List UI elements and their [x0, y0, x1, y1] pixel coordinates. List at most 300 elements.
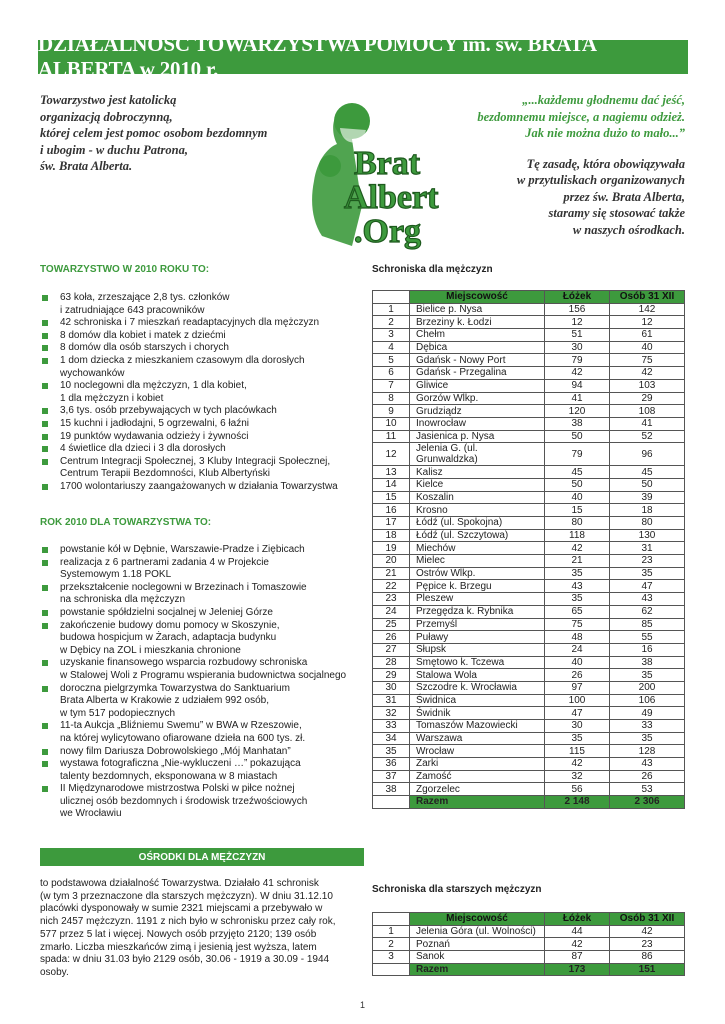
- table-cell: 85: [610, 618, 685, 631]
- table-cell: 52: [610, 430, 685, 443]
- table-row: [373, 430, 685, 443]
- list-item-line: powstanie spółdzielni socjalnej w Jeleniej Górze: [60, 606, 273, 618]
- table-row: [373, 681, 685, 694]
- table-cell: Inowrocław: [410, 417, 545, 430]
- table-cell: 94: [545, 379, 610, 392]
- table-cell: 50: [610, 478, 685, 491]
- intro-right: [445, 92, 685, 238]
- logo-text-albert: Albert: [344, 179, 439, 216]
- paragraph-line: placówki dysponowały w sumie 2321 miejscami a przebywało w: [40, 903, 323, 915]
- list-item-line: we Wrocławiu: [60, 808, 122, 820]
- list-item: [40, 355, 360, 380]
- table-cell: 79: [545, 354, 610, 367]
- table-cell: Zamość: [410, 770, 545, 783]
- table-cell: Sanok: [410, 951, 545, 964]
- list-item: [40, 607, 360, 620]
- table-cell: 8: [373, 392, 410, 405]
- column-header: Miejscowość: [410, 913, 545, 926]
- table-cell: 55: [610, 631, 685, 644]
- motto-line: Tę zasadę, która obowiązywała: [526, 156, 685, 171]
- quote-line: Jak nie można dużo to mało...”: [525, 126, 685, 140]
- list-item-line: 8 domów dla kobiet i matek z dziećmi: [60, 329, 226, 341]
- table-cell: 29: [373, 669, 410, 682]
- list-item-line: doroczna pielgrzymka Towarzystwa do Sanktuarium: [60, 682, 290, 694]
- table-cell: Bielice p. Nysa: [410, 303, 545, 316]
- table-cell: Łódź (ul. Szczytowa): [410, 529, 545, 542]
- table-cell: Puławy: [410, 631, 545, 644]
- table-cell: Smętowo k. Tczewa: [410, 656, 545, 669]
- table-cell: 42: [545, 938, 610, 951]
- table-row: [373, 542, 685, 555]
- table-total-cell: Razem: [410, 963, 545, 976]
- page-title: DZIAŁALNOŚĆ TOWARZYSTWA POMOCY im. św. BRATA ALBERTA w 2010 r.: [38, 32, 596, 81]
- list-item-line: talenty bezdomnych, eksponowana w 8 miastach: [60, 770, 278, 782]
- intro-left-line: organizacją dobroczynną,: [40, 109, 173, 124]
- child-head: [319, 155, 341, 177]
- intro-left-line: której celem jest pomoc osobom bezdomnym: [40, 126, 268, 140]
- table-cell: 45: [545, 466, 610, 479]
- list-item-line: ulicznej osób bezdomnych i środowisk trzeźwościowych: [60, 795, 308, 807]
- list-item: [40, 544, 360, 557]
- list-item-line: 1700 wolontariuszy zaangażowanych w działania Towarzystwa: [60, 480, 338, 492]
- table-cell: Kalisz: [410, 466, 545, 479]
- table-cell: 42: [545, 758, 610, 771]
- list-item-line: Centrum Terapii Bezdomności, Klub Albertyński: [60, 468, 270, 480]
- list-item-line: w Dębicy na ZOL i mieszkania chronione: [60, 644, 241, 656]
- list-item-line: 11-ta Aukcja „Bliźniemu Swemu” w BWA w Rzeszowie,: [60, 720, 302, 732]
- paragraph-line: nich 2457 mężczyzn. 1191 z nich było w schronisku przez cały rok,: [40, 916, 336, 928]
- table-total-row: [373, 963, 685, 976]
- table-row: [373, 745, 685, 758]
- table-cell: 87: [545, 951, 610, 964]
- list-item-line: realizacja z 6 partnerami zadania 4 w Projekcie: [60, 556, 269, 568]
- table-cell: Jelenia Góra (ul. Wolności): [410, 925, 545, 938]
- list-item: [40, 758, 360, 783]
- page-number: 1: [359, 1000, 365, 1010]
- table-cell: Krosno: [410, 504, 545, 517]
- table-row: [373, 938, 685, 951]
- table-row: [373, 341, 685, 354]
- table-cell: 24: [373, 605, 410, 618]
- table-row: [373, 669, 685, 682]
- paragraph-line: osoby.: [40, 966, 69, 978]
- table-cell: Brzeziny k. Łodzi: [410, 316, 545, 329]
- paragraph-line: to podstawowa działalność Towarzystwa. Działało 41 schronisk: [40, 878, 319, 889]
- list-item-line: II Międzynarodowe mistrzostwa Polski w piłce nożnej: [60, 783, 295, 795]
- list-item-line: 1 dla mężczyzn i kobiet: [60, 392, 164, 404]
- list-item-line: 10 noclegowni dla mężczyzn, 1 dla kobiet,: [60, 380, 247, 392]
- table-row: [373, 951, 685, 964]
- section1-list: [40, 292, 360, 494]
- table-cell: Pępice k. Brzegu: [410, 580, 545, 593]
- table-cell: 40: [610, 341, 685, 354]
- section2-list: [40, 544, 360, 821]
- table-row: [373, 605, 685, 618]
- table-row: [373, 367, 685, 380]
- list-item-line: Systemowym 1.18 POKL: [60, 569, 172, 581]
- table-cell: 42: [545, 367, 610, 380]
- list-item-line: zakończenie budowy domu pomocy w Skoszynie,: [60, 619, 280, 631]
- table-cell: 3: [373, 951, 410, 964]
- table-row: [373, 529, 685, 542]
- list-item-line: 3,6 tys. osób przebywających w tych placówkach: [60, 405, 277, 417]
- table-row: [373, 758, 685, 771]
- section2-heading: ROK 2010 DLA TOWARZYSTWA TO:: [40, 517, 212, 528]
- table-cell: 43: [545, 580, 610, 593]
- table-row: [373, 925, 685, 938]
- table-cell: 16: [610, 643, 685, 656]
- logo-text-brat: Brat: [354, 145, 421, 182]
- table-cell: 1: [373, 303, 410, 316]
- list-item-line: wychowanków: [60, 367, 125, 379]
- section1-heading: TOWARZYSTWO W 2010 ROKU TO:: [40, 264, 210, 275]
- osrodki-paragraph: [40, 878, 364, 980]
- logo-text-org: .Org: [354, 213, 422, 250]
- list-item-line: w Stalowej Woli z Programu wspierania budownictwa socjalnego: [60, 669, 347, 681]
- table-cell: Zgorzelec: [410, 783, 545, 796]
- table-row: [373, 631, 685, 644]
- table-cell: 7: [373, 379, 410, 392]
- list-item: [40, 431, 360, 444]
- paragraph-line: (w tym 3 przeznaczone dla starszych mężczyzn). W dniu 31.12.10: [40, 890, 333, 902]
- table-cell: 45: [610, 466, 685, 479]
- quote-line: bezdomnemu miejsce, a nagiemu odzież.: [477, 109, 685, 124]
- table-header-row: [373, 913, 685, 926]
- table-men-shelters: [372, 290, 685, 809]
- table-cell: 12: [610, 316, 685, 329]
- list-item: [40, 330, 360, 343]
- table-cell: 50: [545, 430, 610, 443]
- table-cell: 35: [610, 669, 685, 682]
- table-cell: 75: [545, 618, 610, 631]
- table-cell: 115: [545, 745, 610, 758]
- table-row: [373, 593, 685, 606]
- table-cell: Kielce: [410, 478, 545, 491]
- table-cell: 35: [545, 593, 610, 606]
- list-item-line: 4 świetlice dla dzieci i 3 dla dorosłych: [60, 443, 226, 455]
- list-item-line: wystawa fotograficzna „Nie-wykluczeni …” pokazująca: [60, 758, 301, 770]
- list-item-line: przekształcenie noclegowni w Brzezinach i Tomaszowie: [60, 581, 307, 593]
- table-total-cell: 2 148: [545, 796, 610, 809]
- table-cell: Świdnica: [410, 694, 545, 707]
- table-cell: 56: [545, 783, 610, 796]
- table-cell: 30: [373, 681, 410, 694]
- table-cell: 35: [373, 745, 410, 758]
- table-cell: Przegędza k. Rybnika: [410, 605, 545, 618]
- table-cell: 36: [373, 758, 410, 771]
- table-cell: 97: [545, 681, 610, 694]
- table-row: [373, 770, 685, 783]
- intro-left-line: Towarzystwo jest katolicką: [40, 93, 177, 107]
- table-cell: Słupsk: [410, 643, 545, 656]
- table-cell: 128: [610, 745, 685, 758]
- table-cell: 13: [373, 466, 410, 479]
- table-cell: 48: [545, 631, 610, 644]
- table-row: [373, 478, 685, 491]
- table-cell: 27: [373, 643, 410, 656]
- table-cell: 3: [373, 329, 410, 342]
- table-row: [373, 517, 685, 530]
- table-cell: 26: [610, 770, 685, 783]
- table-cell: 42: [610, 925, 685, 938]
- list-item: [40, 720, 360, 745]
- table-row: [373, 555, 685, 568]
- table-cell: 51: [545, 329, 610, 342]
- table-cell: 33: [610, 720, 685, 733]
- table-cell: 17: [373, 517, 410, 530]
- table-cell: 100: [545, 694, 610, 707]
- table-cell: Poznań: [410, 938, 545, 951]
- table-cell: 15: [373, 491, 410, 504]
- table-cell: 47: [545, 707, 610, 720]
- table-cell: 2: [373, 316, 410, 329]
- table-cell: Chełm: [410, 329, 545, 342]
- list-item: [40, 481, 360, 494]
- table-row: [373, 417, 685, 430]
- column-header: Miejscowość: [410, 291, 545, 304]
- table-cell: 32: [545, 770, 610, 783]
- motto-text: [445, 156, 685, 239]
- osrodki-heading-bar: [40, 848, 364, 866]
- table-cell: [373, 963, 410, 976]
- table-cell: Grudziądz: [410, 405, 545, 418]
- motto-line: staramy się stosować także: [548, 206, 685, 220]
- table-row: [373, 443, 685, 466]
- table-row: [373, 303, 685, 316]
- table-cell: 156: [545, 303, 610, 316]
- table-row: [373, 618, 685, 631]
- table-row: [373, 466, 685, 479]
- table-cell: 1: [373, 925, 410, 938]
- table-cell: 5: [373, 354, 410, 367]
- table-cell: 29: [610, 392, 685, 405]
- page-title-banner: [38, 32, 688, 81]
- motto-line: przez św. Brata Alberta,: [563, 189, 685, 204]
- table-cell: 31: [373, 694, 410, 707]
- table-cell: Wrocław: [410, 745, 545, 758]
- list-item-line: powstanie kół w Dębnie, Warszawie-Pradze i Ziębicach: [60, 544, 305, 555]
- table-cell: 130: [610, 529, 685, 542]
- table-cell: 50: [545, 478, 610, 491]
- table-cell: 80: [545, 517, 610, 530]
- table-cell: 35: [545, 567, 610, 580]
- paragraph-line: zmarło. Liczba mieszkańców zimą i jesienią jest wyższa, latem: [40, 941, 317, 953]
- table-cell: 200: [610, 681, 685, 694]
- list-item-line: 15 kuchni i jadłodajni, 5 ogrzewalni, 6 łaźni: [60, 417, 250, 429]
- table-total-cell: Razem: [410, 796, 545, 809]
- table-cell: 21: [545, 555, 610, 568]
- table-cell: 39: [610, 491, 685, 504]
- table-cell: 43: [610, 593, 685, 606]
- table-cell: Jasienica p. Nysa: [410, 430, 545, 443]
- table-cell: 23: [610, 555, 685, 568]
- table-total-cell: 2 306: [610, 796, 685, 809]
- list-item: [40, 582, 360, 607]
- table-cell: Gliwice: [410, 379, 545, 392]
- table-cell: 33: [373, 720, 410, 733]
- table-cell: 38: [545, 417, 610, 430]
- list-item: [40, 746, 360, 759]
- table1-title: Schroniska dla mężczyzn: [372, 264, 493, 275]
- table-row: [373, 707, 685, 720]
- intro-left-line: św. Brata Alberta.: [40, 159, 133, 173]
- table-row: [373, 567, 685, 580]
- table-cell: Tomaszów Mazowiecki: [410, 720, 545, 733]
- table-cell: 12: [373, 443, 410, 466]
- table-row: [373, 656, 685, 669]
- table-cell: 21: [373, 567, 410, 580]
- list-item-line: Brata Alberta w Krakowie z udziałem 992 osób,: [60, 695, 269, 707]
- table-cell: 44: [545, 925, 610, 938]
- table2-title: Schroniska dla starszych mężczyzn: [372, 884, 542, 895]
- list-item-line: nowy film Dariusza Dobrowolskiego „Mój Manhatan”: [60, 745, 291, 757]
- column-header: Łóżek: [545, 913, 610, 926]
- table-cell: 42: [545, 542, 610, 555]
- motto-line: w naszych ośrodkach.: [572, 222, 685, 237]
- table-cell: Stalowa Wola: [410, 669, 545, 682]
- table-row: [373, 354, 685, 367]
- list-item: [40, 456, 360, 481]
- table-cell: 30: [545, 720, 610, 733]
- table-cell: 75: [610, 354, 685, 367]
- table-row: [373, 329, 685, 342]
- table-cell: 80: [610, 517, 685, 530]
- table-cell: Gdańsk - Przegalina: [410, 367, 545, 380]
- table-cell: 10: [373, 417, 410, 430]
- table-cell: 96: [610, 443, 685, 466]
- table-total-cell: 151: [610, 963, 685, 976]
- list-item-line: budowa hospicjum w Żarach, adaptacja budynku: [60, 632, 277, 644]
- column-header: [373, 291, 410, 304]
- table-total-cell: 173: [545, 963, 610, 976]
- brat-albert-logo: [292, 86, 442, 261]
- table-cell: 79: [545, 443, 610, 466]
- table-cell: 35: [545, 732, 610, 745]
- column-header: Osób 31 XII: [610, 291, 685, 304]
- table-cell: 106: [610, 694, 685, 707]
- table-cell: Warszawa: [410, 732, 545, 745]
- table-cell: 12: [545, 316, 610, 329]
- list-item: [40, 317, 360, 330]
- table-elderly-men-shelters: [372, 912, 685, 976]
- table-cell: 43: [610, 758, 685, 771]
- table-cell: 42: [610, 367, 685, 380]
- list-item: [40, 405, 360, 418]
- table-cell: Dębica: [410, 341, 545, 354]
- list-item: [40, 443, 360, 456]
- table-cell: Koszalin: [410, 491, 545, 504]
- table-cell: 15: [545, 504, 610, 517]
- list-item-line: Centrum Integracji Społecznej, 3 Kluby Integracji Społecznej,: [60, 455, 331, 467]
- table-cell: 30: [545, 341, 610, 354]
- table-row: [373, 491, 685, 504]
- table-cell: 142: [610, 303, 685, 316]
- table-row: [373, 694, 685, 707]
- table-cell: 37: [373, 770, 410, 783]
- table-cell: Żarki: [410, 758, 545, 771]
- table-cell: 62: [610, 605, 685, 618]
- table-row: [373, 580, 685, 593]
- table-cell: 23: [373, 593, 410, 606]
- table-cell: 34: [373, 732, 410, 745]
- list-item-line: 8 domów dla osób starszych i chorych: [60, 342, 229, 354]
- table-row: [373, 392, 685, 405]
- list-item: [40, 292, 360, 317]
- table-header-row: [373, 291, 685, 304]
- table-cell: 53: [610, 783, 685, 796]
- table-cell: Świdnik: [410, 707, 545, 720]
- list-item-line: 1 dom dziecka z mieszkaniem czasowym dla dorosłych: [60, 354, 305, 366]
- list-item-line: i zatrudniające 643 pracowników: [60, 304, 205, 316]
- table-cell: 103: [610, 379, 685, 392]
- paragraph-line: spada: w dniu 31.03 było 2129 osób, 30.06 - 1919 a 30.09 - 1944: [40, 954, 330, 966]
- table-cell: 120: [545, 405, 610, 418]
- list-item: [40, 342, 360, 355]
- motto-line: w przytuliskach organizowanych: [516, 173, 685, 187]
- list-item: [40, 657, 360, 682]
- table-cell: 18: [373, 529, 410, 542]
- table-row: [373, 720, 685, 733]
- list-item-line: 19 punktów wydawania odzieży i żywności: [60, 430, 249, 442]
- table-cell: 118: [545, 529, 610, 542]
- quote-line: „...każdemu głodnemu dać jeść,: [522, 93, 685, 107]
- list-item-line: na której wylicytowano ofiarowane dzieła na 600 tys. zł.: [60, 732, 306, 744]
- column-header: Osób 31 XII: [610, 913, 685, 926]
- list-item-line: na schroniska dla mężczyzn: [60, 594, 186, 606]
- list-item: [40, 620, 360, 658]
- table-cell: 40: [545, 656, 610, 669]
- table-cell: 6: [373, 367, 410, 380]
- list-item: [40, 557, 360, 582]
- table-cell: 38: [373, 783, 410, 796]
- table-cell: 35: [610, 567, 685, 580]
- column-header: [373, 913, 410, 926]
- table-cell: 20: [373, 555, 410, 568]
- table-row: [373, 783, 685, 796]
- table-cell: 65: [545, 605, 610, 618]
- list-item-line: uzyskanie finansowego wsparcia rozbudowy schroniska: [60, 657, 308, 669]
- table-row: [373, 405, 685, 418]
- list-item: [40, 783, 360, 821]
- table-cell: 35: [610, 732, 685, 745]
- table-cell: 26: [545, 669, 610, 682]
- table-cell: 41: [610, 417, 685, 430]
- list-item: [40, 380, 360, 405]
- column-header: Łóżek: [545, 291, 610, 304]
- table-cell: 14: [373, 478, 410, 491]
- table-cell: 49: [610, 707, 685, 720]
- list-item: [40, 683, 360, 721]
- table-cell: 32: [373, 707, 410, 720]
- list-item: [40, 418, 360, 431]
- list-item-line: 42 schroniska i 7 mieszkań readaptacyjnych dla mężczyzn: [60, 317, 320, 329]
- table-cell: Gorzów Wlkp.: [410, 392, 545, 405]
- table-cell: 31: [610, 542, 685, 555]
- table-cell: 18: [610, 504, 685, 517]
- list-item-line: 63 koła, zrzeszające 2,8 tys. członków: [60, 292, 230, 303]
- table-cell: 4: [373, 341, 410, 354]
- table-row: [373, 379, 685, 392]
- table-cell: Gdańsk - Nowy Port: [410, 354, 545, 367]
- paragraph-line: 577 przez 5 lat i więcej. Nowych osób przyjęto 2120; 139 osób: [40, 928, 317, 940]
- table-cell: 25: [373, 618, 410, 631]
- table-cell: 9: [373, 405, 410, 418]
- table-cell: 24: [545, 643, 610, 656]
- table-cell: 23: [610, 938, 685, 951]
- table-cell: 22: [373, 580, 410, 593]
- intro-left-line: i ubogim - w duchu Patrona,: [40, 142, 188, 157]
- table-cell: Ostrów Wlkp.: [410, 567, 545, 580]
